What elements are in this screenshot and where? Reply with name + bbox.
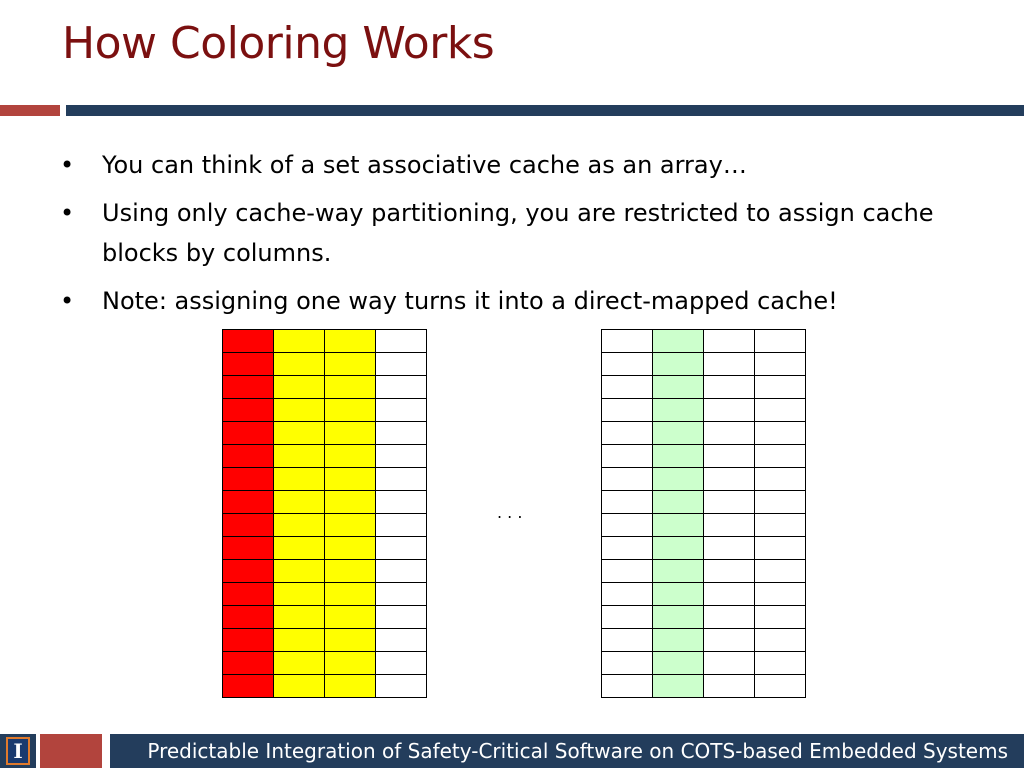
cache-set-row — [602, 353, 806, 376]
cache-block-way-4 — [376, 583, 427, 606]
bullet-text: Using only cache-way partitioning, you are restricted to assign cache blocks by columns. — [102, 199, 934, 267]
cache-block-way-3 — [325, 514, 376, 537]
bullet-item — [60, 193, 980, 273]
cache-block-way-4 — [376, 537, 427, 560]
ellipsis: . . . — [497, 503, 523, 522]
cache-block-way-4 — [376, 675, 427, 698]
cache-block-way-1 — [223, 514, 274, 537]
cache-block-way-4 — [755, 330, 806, 353]
cache-block-way-3 — [704, 422, 755, 445]
cache-set-row — [602, 583, 806, 606]
cache-block-way-3 — [325, 445, 376, 468]
cache-block-way-1 — [602, 537, 653, 560]
cache-set-row — [602, 514, 806, 537]
cache-block-way-3 — [704, 583, 755, 606]
cache-block-way-2 — [653, 330, 704, 353]
cache-block-way-3 — [704, 606, 755, 629]
cache-set-row — [223, 629, 427, 652]
cache-block-way-1 — [602, 376, 653, 399]
cache-set-row — [602, 537, 806, 560]
cache-set-row — [223, 399, 427, 422]
cache-block-way-2 — [274, 537, 325, 560]
cache-block-way-2 — [274, 652, 325, 675]
cache-set-row — [223, 514, 427, 537]
cache-block-way-2 — [653, 399, 704, 422]
cache-block-way-3 — [704, 491, 755, 514]
cache-block-way-2 — [653, 468, 704, 491]
cache-set-row — [223, 468, 427, 491]
cache-set-row — [602, 491, 806, 514]
cache-block-way-4 — [376, 560, 427, 583]
cache-block-way-1 — [223, 353, 274, 376]
cache-block-way-4 — [755, 468, 806, 491]
cache-block-way-4 — [755, 537, 806, 560]
cache-block-way-4 — [376, 606, 427, 629]
bullet-dot-icon: • — [60, 287, 75, 315]
cache-block-way-2 — [653, 629, 704, 652]
cache-block-way-1 — [602, 560, 653, 583]
cache-block-way-1 — [223, 652, 274, 675]
cache-block-way-1 — [602, 606, 653, 629]
cache-block-way-3 — [704, 652, 755, 675]
cache-block-way-3 — [325, 330, 376, 353]
cache-block-way-3 — [325, 353, 376, 376]
cache-block-way-1 — [223, 537, 274, 560]
cache-set-row — [602, 606, 806, 629]
cache-block-way-2 — [274, 445, 325, 468]
cache-block-way-2 — [653, 491, 704, 514]
cache-block-way-1 — [602, 583, 653, 606]
cache-block-way-2 — [274, 353, 325, 376]
cache-block-way-1 — [602, 353, 653, 376]
cache-block-way-4 — [376, 629, 427, 652]
cache-block-way-1 — [602, 675, 653, 698]
cache-block-way-4 — [755, 514, 806, 537]
footer-bar — [110, 734, 1024, 768]
cache-block-way-3 — [704, 399, 755, 422]
cache-block-way-3 — [325, 606, 376, 629]
cache-set-row — [223, 652, 427, 675]
cache-block-way-2 — [274, 629, 325, 652]
university-logo-icon: I — [6, 737, 30, 765]
cache-block-way-4 — [755, 376, 806, 399]
cache-set-row — [602, 422, 806, 445]
cache-block-way-3 — [704, 468, 755, 491]
cache-set-row — [602, 376, 806, 399]
cache-block-way-2 — [653, 537, 704, 560]
cache-block-way-1 — [223, 376, 274, 399]
cache-block-way-4 — [755, 399, 806, 422]
cache-block-way-3 — [325, 629, 376, 652]
cache-set-row — [223, 675, 427, 698]
cache-block-way-3 — [325, 652, 376, 675]
cache-set-row — [602, 652, 806, 675]
cache-block-way-2 — [274, 376, 325, 399]
cache-block-way-4 — [376, 376, 427, 399]
cache-block-way-4 — [755, 445, 806, 468]
cache-block-way-1 — [602, 491, 653, 514]
cache-block-way-4 — [755, 491, 806, 514]
cache-set-row — [602, 629, 806, 652]
cache-block-way-3 — [704, 353, 755, 376]
cache-block-way-4 — [376, 491, 427, 514]
cache-block-way-4 — [376, 422, 427, 445]
cache-block-way-1 — [602, 629, 653, 652]
cache-block-way-1 — [223, 583, 274, 606]
cache-set-row — [602, 560, 806, 583]
cache-block-way-3 — [704, 675, 755, 698]
cache-block-way-1 — [223, 445, 274, 468]
cache-block-way-3 — [325, 376, 376, 399]
cache-block-way-2 — [274, 491, 325, 514]
cache-block-way-4 — [755, 606, 806, 629]
cache-block-way-3 — [325, 560, 376, 583]
cache-set-row — [602, 675, 806, 698]
cache-array-direct-mapped — [601, 329, 806, 698]
cache-block-way-2 — [274, 330, 325, 353]
cache-block-way-1 — [602, 514, 653, 537]
cache-block-way-3 — [325, 422, 376, 445]
cache-block-way-3 — [704, 376, 755, 399]
slide-title: How Coloring Works — [62, 18, 495, 69]
cache-block-way-1 — [223, 675, 274, 698]
cache-block-way-1 — [602, 399, 653, 422]
cache-array-way-partitioned — [222, 329, 427, 698]
cache-block-way-4 — [755, 353, 806, 376]
cache-set-row — [223, 422, 427, 445]
cache-set-row — [223, 376, 427, 399]
cache-block-way-1 — [602, 652, 653, 675]
cache-block-way-1 — [223, 330, 274, 353]
cache-set-row — [223, 330, 427, 353]
cache-block-way-2 — [274, 583, 325, 606]
cache-block-way-3 — [325, 491, 376, 514]
cache-block-way-4 — [755, 652, 806, 675]
cache-block-way-4 — [376, 468, 427, 491]
cache-block-way-4 — [376, 652, 427, 675]
cache-block-way-3 — [704, 330, 755, 353]
cache-block-way-2 — [653, 445, 704, 468]
cache-block-way-4 — [755, 560, 806, 583]
title-rule-accent — [0, 105, 60, 116]
cache-set-row — [223, 606, 427, 629]
cache-block-way-2 — [274, 468, 325, 491]
cache-block-way-4 — [755, 422, 806, 445]
cache-set-row — [223, 445, 427, 468]
title-rule — [66, 105, 1024, 116]
cache-block-way-3 — [325, 537, 376, 560]
cache-block-way-2 — [274, 422, 325, 445]
cache-block-way-3 — [325, 399, 376, 422]
cache-block-way-1 — [223, 422, 274, 445]
cache-block-way-1 — [223, 491, 274, 514]
bullet-item — [60, 281, 980, 321]
cache-set-row — [223, 353, 427, 376]
cache-block-way-2 — [653, 422, 704, 445]
cache-set-row — [223, 583, 427, 606]
cache-block-way-3 — [704, 514, 755, 537]
cache-block-way-2 — [274, 675, 325, 698]
cache-block-way-2 — [274, 514, 325, 537]
cache-set-row — [223, 537, 427, 560]
cache-block-way-1 — [602, 330, 653, 353]
bullet-dot-icon: • — [60, 151, 75, 179]
cache-block-way-2 — [653, 560, 704, 583]
bullet-text: Note: assigning one way turns it into a direct-mapped cache! — [102, 287, 838, 315]
cache-block-way-3 — [325, 583, 376, 606]
cache-block-way-3 — [704, 560, 755, 583]
cache-block-way-1 — [223, 399, 274, 422]
cache-block-way-3 — [704, 445, 755, 468]
cache-block-way-2 — [274, 606, 325, 629]
cache-block-way-4 — [376, 330, 427, 353]
cache-block-way-2 — [274, 399, 325, 422]
cache-set-row — [602, 468, 806, 491]
cache-block-way-2 — [653, 353, 704, 376]
cache-set-row — [223, 491, 427, 514]
cache-block-way-4 — [376, 514, 427, 537]
cache-block-way-2 — [653, 606, 704, 629]
cache-block-way-4 — [755, 675, 806, 698]
cache-block-way-4 — [755, 583, 806, 606]
cache-block-way-1 — [602, 445, 653, 468]
cache-block-way-4 — [376, 399, 427, 422]
cache-set-row — [223, 560, 427, 583]
cache-block-way-3 — [325, 675, 376, 698]
cache-set-row — [602, 399, 806, 422]
cache-block-way-2 — [653, 675, 704, 698]
footer-accent — [40, 734, 102, 768]
cache-block-way-2 — [653, 376, 704, 399]
cache-set-row — [602, 445, 806, 468]
cache-block-way-1 — [223, 629, 274, 652]
bullet-dot-icon: • — [60, 199, 75, 227]
cache-block-way-4 — [376, 353, 427, 376]
cache-block-way-3 — [704, 629, 755, 652]
cache-block-way-1 — [602, 422, 653, 445]
cache-block-way-1 — [223, 560, 274, 583]
cache-block-way-1 — [223, 606, 274, 629]
cache-block-way-2 — [653, 652, 704, 675]
bullet-item — [60, 145, 980, 185]
cache-block-way-3 — [325, 468, 376, 491]
bullet-text: You can think of a set associative cache as an array… — [102, 151, 747, 179]
cache-block-way-3 — [704, 537, 755, 560]
cache-block-way-1 — [223, 468, 274, 491]
cache-block-way-1 — [602, 468, 653, 491]
cache-block-way-4 — [755, 629, 806, 652]
cache-block-way-2 — [653, 514, 704, 537]
cache-block-way-4 — [376, 445, 427, 468]
footer-text: Predictable Integration of Safety-Critical Software on COTS-based Embedded Systems — [147, 739, 1008, 763]
footer-logo-box — [0, 734, 36, 768]
bullet-list — [60, 145, 980, 329]
cache-block-way-2 — [653, 583, 704, 606]
cache-set-row — [602, 330, 806, 353]
cache-block-way-2 — [274, 560, 325, 583]
